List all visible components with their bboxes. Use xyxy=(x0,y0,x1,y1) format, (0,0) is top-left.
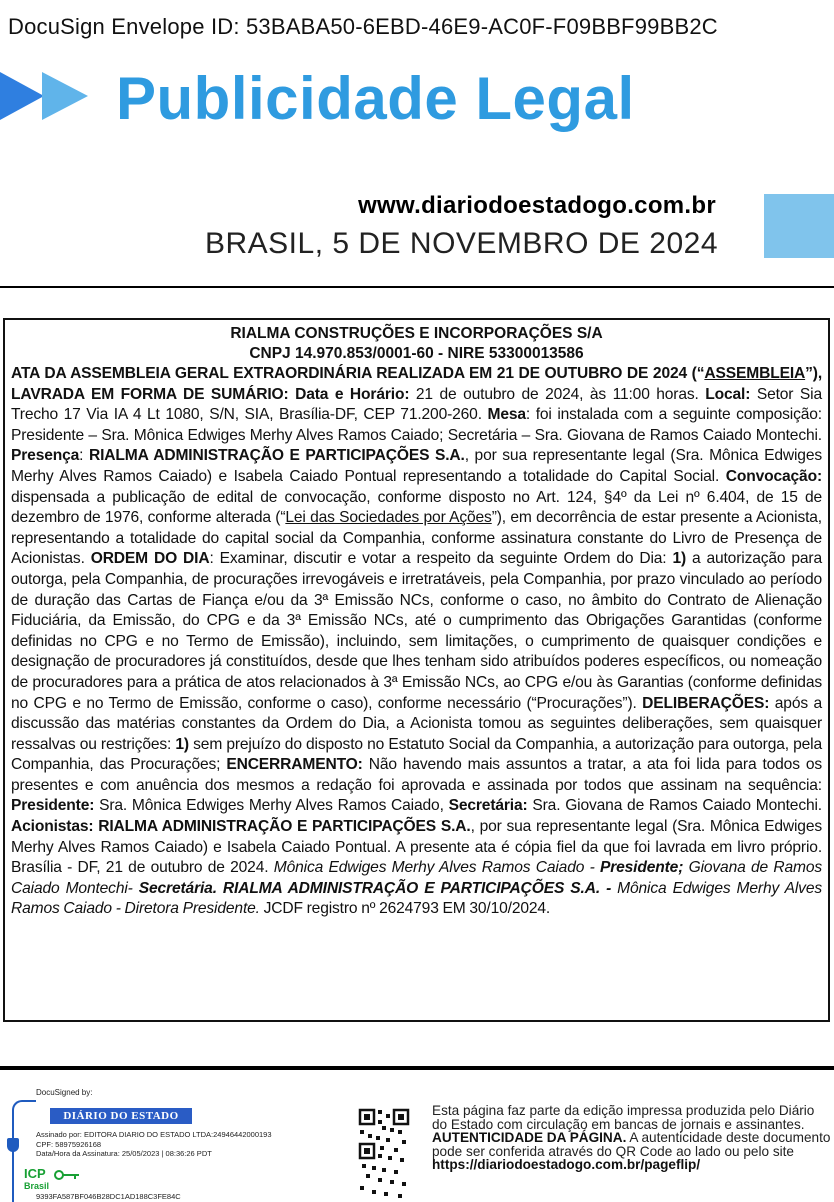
body-span: Não havendo mais assuntos a tratar, a ata foi lida para todos os presentes e com anuência dos mesmos a redação foi aprovada e assinada por todos que assinam na sequência: xyxy=(11,756,823,794)
signature-banner: DIÁRIO DO ESTADO xyxy=(50,1108,192,1124)
label-mesa: Mesa xyxy=(487,406,526,424)
body-span: Setor Sia Trecho 17 Via IA 4 Lt 1080, S/N, SIA, Brasília-DF, CEP 71.200-260. xyxy=(11,385,822,424)
signature-line: Mônica Edwiges Merhy Alves Ramos Caiado - Diretora Presidente. xyxy=(11,879,822,918)
accent-square xyxy=(764,194,834,258)
icp-subtext: Brasil xyxy=(24,1181,50,1191)
auth-title: AUTENTICIDADE DA PÁGINA. xyxy=(432,1130,627,1146)
body-span: a autorização para outorga, pela Companhia, de procurações irrevogáveis e irretratáveis, pela Companhia, por prazo vinculado ao período de duração das Cartas de Fiança e/ou da 3ª Emissão NCs, conforme o caso, no âmbito do Contrato de Alienação Fiduciária, da Emissão, do CPG e da 3ª Emissão NCs, até o cumprimento das Obrigações Garantidas (conforme definidas no CPG e no Termo de Emissão), incluindo, sem limitações, o cumprimento de quaisquer condições e designação de procuradores já constituídos, desde que lhes tenham sido atribuídos poderes específicos, ou nomeação de procuradores para a prática de atos relacionados à 3ª Emissão NCs, ao CPG e/ou às Garantias (conforme definidas no CPG e no Termo de Emissão, conforme o caso), conforme necessário (“Procurações”). xyxy=(11,550,822,712)
company-name: RIALMA CONSTRUÇÕES E INCORPORAÇÕES S/A xyxy=(230,325,603,342)
site-url[interactable]: www.diariodoestadogo.com.br xyxy=(358,192,716,219)
signature-datetime: Data/Hora da Assinatura: 25/05/2023 | 08:36:26 PDT xyxy=(36,1149,212,1158)
page-authenticity-note xyxy=(432,1104,832,1172)
signature-details xyxy=(36,1130,336,1159)
signature-role: Secretária. RIALMA ADMINISTRAÇÃO E PARTICIPAÇÕES S.A. - xyxy=(138,879,612,897)
key-icon xyxy=(54,1170,80,1180)
label-secretaria: Secretária: xyxy=(448,797,528,815)
body-span: : xyxy=(79,447,90,465)
defined-term-assembleia: ASSEMBLEIA xyxy=(704,365,806,382)
body-span: Sra. Mônica Edwiges Merhy Alves Ramos Caiado, xyxy=(94,797,449,815)
body-span: : Examinar, discutir e votar a respeito da seguinte Ordem do Dia: xyxy=(209,550,673,568)
body-span: : foi instalada com a seguinte composição: Presidente – Sra. Mônica Edwiges Merhy Alves Ramos Caiado; Secretária – Sra. Giovana de Ramos Caiado Montechi. xyxy=(11,406,822,444)
auth-link[interactable]: https://diariodoestadogo.com.br/pageflip/ xyxy=(432,1157,701,1173)
auth-intro: Esta página faz parte da edição impressa produzida pelo Diário do Estado com circulação em bancas de jornais e assinantes. xyxy=(432,1103,815,1132)
label-presidente: Presidente: xyxy=(11,797,95,815)
page-footer xyxy=(0,1078,834,1200)
qr-code-icon[interactable] xyxy=(358,1108,410,1200)
legal-notice xyxy=(3,318,830,1022)
body-span: , por sua representante legal (Sra. Mônica Edwiges Merhy Alves Ramos Caiado) e Isabela Caiado Pontual representando a totalidade do Capital Social. xyxy=(11,447,822,485)
icp-text: ICP xyxy=(24,1166,46,1181)
envelope-id: DocuSign Envelope ID: 53BABA50-6EBD-46E9-AC0F-F09BBF99BB2C xyxy=(8,14,718,39)
item-number: 1) xyxy=(672,550,687,568)
signature-line: Mônica Edwiges Merhy Alves Ramos Caiado - xyxy=(273,859,600,877)
body-span: após a discussão das matérias constantes da Ordem do Dia, a Acionista tomou as seguintes deliberações, sem quaisquer ressalvas ou restrições: xyxy=(11,694,822,753)
masthead xyxy=(0,62,834,142)
notice-body xyxy=(11,364,822,920)
label-encerramento: ENCERRAMENTO: xyxy=(226,756,363,774)
signature-line: Giovana de Ramos Caiado Montechi- xyxy=(11,859,822,897)
title-part: ATA DA ASSEMBLEIA GERAL EXTRAORDINÁRIA REALIZADA EM 21 DE OUTUBRO DE 2024 (“ xyxy=(11,365,705,382)
shareholder-name: RIALMA ADMINISTRAÇÃO E PARTICIPAÇÕES S.A. xyxy=(89,447,465,465)
body-span: dispensada a publicação de edital de convocação, conforme disposto no Art. 124, §4º da Lei nº 6.404, de 15 de dezembro de 1976, conforme alterada (“ xyxy=(11,488,822,527)
item-number: 1) xyxy=(175,735,189,753)
footer-divider xyxy=(0,1066,834,1070)
divider xyxy=(0,286,834,288)
body-span: ”), em decorrência de estar presente a Acionista, representando a totalidade do capital social da Companhia, conforme assinatura constante do Livro de Presença de Acionistas. xyxy=(11,509,822,568)
body-span: Sra. Giovana de Ramos Caiado Montechi. xyxy=(527,797,822,815)
registry-note: JCDF registro nº 2624793 EM 30/10/2024. xyxy=(259,900,551,918)
company-registry: CNPJ 14.970.853/0001-60 - NIRE 53300013586 xyxy=(249,345,584,362)
icp-brasil-logo xyxy=(24,1168,49,1192)
body-span: 21 de outubro de 2024, às 11:00 horas. xyxy=(409,385,706,403)
docusigned-label: DocuSigned by: xyxy=(36,1088,93,1097)
brand-title: Publicidade Legal xyxy=(116,65,635,132)
signature-hash: 9393FA587BF046B28DC1AD188C3FE84C xyxy=(36,1192,181,1201)
shareholder-name: RIALMA ADMINISTRAÇÃO E PARTICIPAÇÕES S.A. xyxy=(98,818,471,836)
signature-role: Presidente; xyxy=(599,859,684,877)
signer-cpf: CPF: 58975926168 xyxy=(36,1139,102,1149)
label-ordem-do-dia: ORDEM DO DIA xyxy=(90,550,210,568)
defined-term-lei: Lei das Sociedades por Ações xyxy=(285,509,492,527)
play-arrows-logo-icon xyxy=(0,68,100,124)
body-span: , por sua representante legal (Sra. Mônica Edwiges Merhy Alves Ramos Caiado) e Isabela Caiado Pontual. A presente ata é cópia fiel da que foi lavrada em livro próprio. Brasília - DF, 21 de outubro de 2024. xyxy=(11,818,822,877)
auth-text: A autenticidade deste documento pode ser conferida através do QR Code ao lado ou pelo site xyxy=(432,1130,831,1159)
edition-date: BRASIL, 5 DE NOVEMBRO DE 2024 xyxy=(204,227,718,260)
shield-icon xyxy=(7,1138,19,1152)
digital-signature-block xyxy=(6,1084,336,1200)
label-deliberacoes: DELIBERAÇÕES: xyxy=(642,694,770,712)
label-convocacao: Convocação: xyxy=(725,467,822,485)
title-part: ”), LAVRADA EM FORMA DE SUMÁRIO: Data e Horário: xyxy=(11,365,822,403)
label-local: Local: xyxy=(705,385,751,403)
signed-by: Assinado por: EDITORA DIARIO DO ESTADO LTDA:24946442000193 xyxy=(36,1130,272,1139)
body-span: sem prejuízo do disposto no Estatuto Social da Companhia, a autorização para outorga, pela Companhia, das Procurações; xyxy=(11,735,822,774)
label-acionistas: Acionistas: xyxy=(11,818,94,836)
label-presenca: Presença xyxy=(11,447,80,465)
